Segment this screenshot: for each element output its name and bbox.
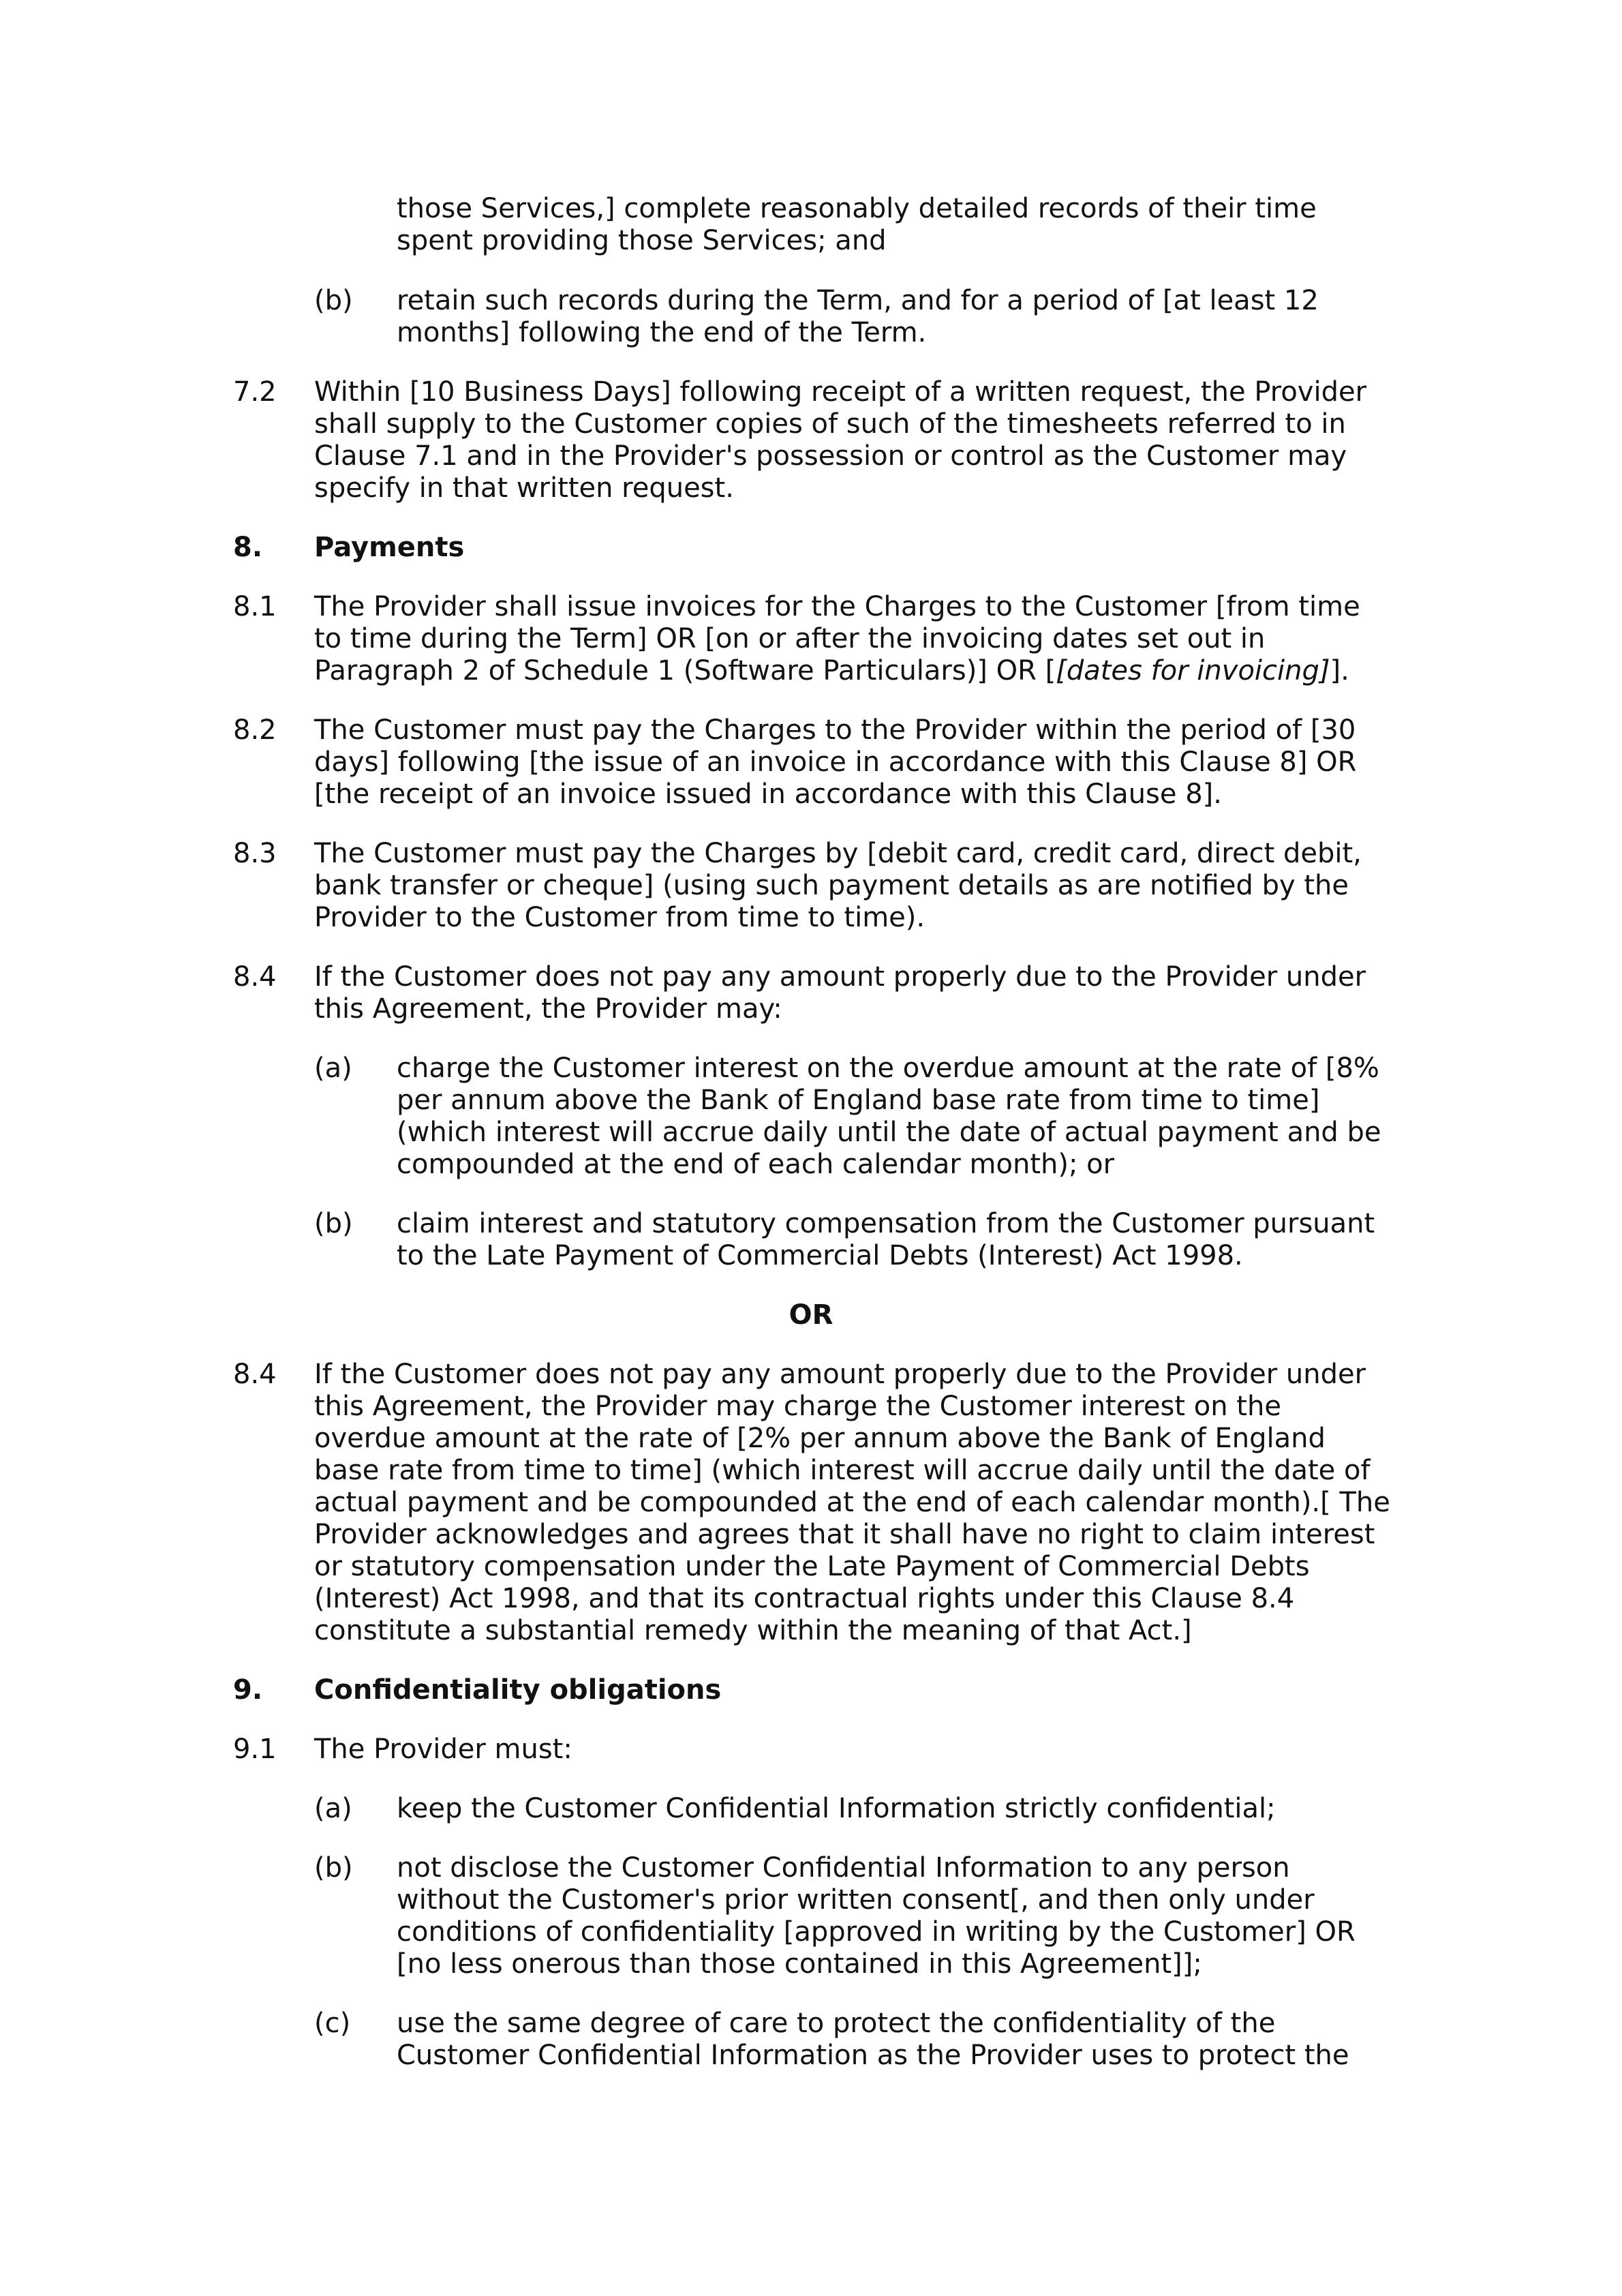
body-text-line: or statutory compensation under the Late Payment of Commercial Debts bbox=[314, 1551, 1310, 1582]
body-text-line: use the same degree of care to protect the confidentiality of the bbox=[397, 2008, 1276, 2039]
body-text-line: specify in that written request. bbox=[314, 472, 734, 504]
body-text-line: [the receipt of an invoice issued in accordance with this Clause 8]. bbox=[314, 779, 1222, 810]
body-text-line: If the Customer does not pay any amount properly due to the Provider under bbox=[314, 961, 1366, 993]
body-text-line: (Interest) Act 1998, and that its contractual rights under this Clause 8.4 bbox=[314, 1583, 1295, 1614]
sub-clause-marker: (c) bbox=[314, 2008, 351, 2039]
body-text-line: Paragraph 2 of Schedule 1 (Software Particulars)] OR [[dates for invoicing]]. bbox=[314, 655, 1349, 686]
sub-clause-marker: (b) bbox=[314, 1208, 353, 1239]
body-text-line: overdue amount at the rate of [2% per annum above the Bank of England bbox=[314, 1423, 1326, 1454]
body-text-line: without the Customer's prior written consent[, and then only under bbox=[397, 1884, 1315, 1916]
body-text-line: keep the Customer Confidential Information strictly confidential; bbox=[397, 1793, 1276, 1824]
clause-number: 8.3 bbox=[233, 838, 277, 869]
body-text-line: Provider acknowledges and agrees that it shall have no right to claim interest bbox=[314, 1519, 1375, 1550]
heading-text: OR bbox=[789, 1299, 833, 1331]
body-text-line: conditions of confidentiality [approved in writing by the Customer] OR bbox=[397, 1916, 1356, 1948]
body-text-line: actual payment and be compounded at the end of each calendar month).[ The bbox=[314, 1487, 1390, 1518]
body-text-line: not disclose the Customer Confidential Information to any person bbox=[397, 1852, 1290, 1884]
body-text-line: The Customer must pay the Charges by [debit card, credit card, direct debit, bbox=[314, 838, 1362, 869]
body-text-line: (which interest will accrue daily until the date of actual payment and be bbox=[397, 1117, 1381, 1148]
body-text-line: [no less onerous than those contained in this Agreement]]; bbox=[397, 1948, 1202, 1980]
clause-number: 8.4 bbox=[233, 1359, 277, 1390]
clause-number: 9.1 bbox=[233, 1734, 277, 1765]
body-text-line: The Provider must: bbox=[314, 1734, 572, 1765]
body-text-line: base rate from time to time] (which interest will accrue daily until the date of bbox=[314, 1455, 1371, 1486]
body-text-line: Within [10 Business Days] following receipt of a written request, the Provider bbox=[314, 376, 1367, 408]
body-text-line: this Agreement, the Provider may: bbox=[314, 993, 782, 1025]
body-text-line: months] following the end of the Term. bbox=[397, 317, 927, 348]
sub-clause-marker: (b) bbox=[314, 1852, 353, 1884]
heading-text: Confidentiality obligations bbox=[314, 1674, 722, 1706]
body-text-line: spent providing those Services; and bbox=[397, 225, 887, 256]
body-text-line: Clause 7.1 and in the Provider's possession or control as the Customer may bbox=[314, 440, 1347, 472]
sub-clause-marker: (a) bbox=[314, 1053, 352, 1084]
body-text-line: retain such records during the Term, and for a period of [at least 12 bbox=[397, 285, 1319, 316]
clause-number: 7.2 bbox=[233, 376, 277, 408]
body-text-line: those Services,] complete reasonably detailed records of their time bbox=[397, 193, 1317, 224]
body-text-line: constitute a substantial remedy within the meaning of that Act.] bbox=[314, 1615, 1192, 1646]
body-text-line: to time during the Term] OR [on or after the invoicing dates set out in bbox=[314, 623, 1266, 654]
clause-number: 9. bbox=[233, 1674, 263, 1706]
heading-text: Payments bbox=[314, 532, 465, 563]
body-text-line: days] following [the issue of an invoice in accordance with this Clause 8] OR bbox=[314, 746, 1357, 778]
body-text-line: this Agreement, the Provider may charge the Customer interest on the bbox=[314, 1391, 1281, 1422]
body-text-line: The Customer must pay the Charges to the Provider within the period of [30 bbox=[314, 714, 1356, 746]
body-text-line: claim interest and statutory compensation from the Customer pursuant bbox=[397, 1208, 1375, 1239]
sub-clause-marker: (a) bbox=[314, 1793, 352, 1824]
clause-number: 8.1 bbox=[233, 591, 277, 622]
clause-number: 8.2 bbox=[233, 714, 277, 746]
body-text-line: compounded at the end of each calendar month); or bbox=[397, 1149, 1115, 1180]
body-text-line: The Provider shall issue invoices for the Charges to the Customer [from time bbox=[314, 591, 1360, 622]
clause-number: 8. bbox=[233, 532, 263, 563]
body-text-line: to the Late Payment of Commercial Debts (Interest) Act 1998. bbox=[397, 1240, 1243, 1271]
body-text-line: charge the Customer interest on the overdue amount at the rate of [8% bbox=[397, 1053, 1379, 1084]
body-text-line: shall supply to the Customer copies of such of the timesheets referred to in bbox=[314, 408, 1346, 440]
clause-number: 8.4 bbox=[233, 961, 277, 993]
body-text-line: Provider to the Customer from time to time). bbox=[314, 902, 925, 933]
body-text-line: Customer Confidential Information as the Provider uses to protect the bbox=[397, 2040, 1349, 2071]
body-text-line: per annum above the Bank of England base rate from time to time] bbox=[397, 1085, 1320, 1116]
sub-clause-marker: (b) bbox=[314, 285, 353, 316]
body-text-line: If the Customer does not pay any amount properly due to the Provider under bbox=[314, 1359, 1366, 1390]
body-text-line: bank transfer or cheque] (using such payment details as are notified by the bbox=[314, 870, 1349, 901]
